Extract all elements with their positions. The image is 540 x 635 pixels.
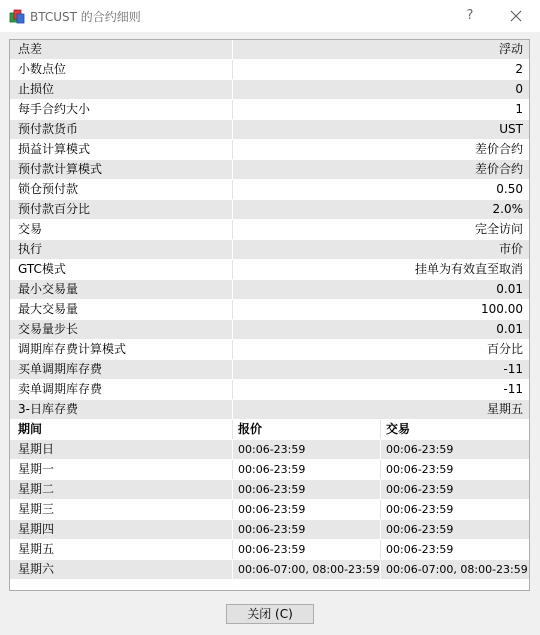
session-header-row: [10, 420, 529, 440]
session-row[interactable]: [10, 540, 529, 560]
session-day: 星期五: [18, 542, 55, 556]
spec-value: 2.0%: [232, 200, 529, 219]
spec-row[interactable]: [10, 80, 529, 100]
title-bar: [0, 0, 540, 32]
spec-value: 0.01: [232, 320, 529, 339]
spec-label: GTC模式: [18, 262, 66, 276]
spec-label: 点差: [18, 42, 43, 56]
spec-label: 执行: [18, 242, 43, 256]
session-quote: 00:06-23:59: [232, 440, 380, 459]
session-row[interactable]: [10, 520, 529, 540]
session-quote: 00:06-23:59: [232, 460, 380, 479]
spec-value: -11: [232, 380, 529, 399]
spec-label: 预付款百分比: [18, 202, 91, 216]
spec-label: 小数点位: [18, 62, 67, 76]
spec-label: 预付款计算模式: [18, 162, 103, 176]
session-quote: 00:06-23:59: [232, 480, 380, 499]
spec-value: 星期五: [232, 400, 529, 419]
session-row[interactable]: [10, 500, 529, 520]
spec-row[interactable]: [10, 60, 529, 80]
spec-row[interactable]: [10, 240, 529, 260]
spec-label: 3-日库存费: [18, 402, 78, 416]
spec-label: 卖单调期库存费: [18, 382, 103, 396]
session-row[interactable]: [10, 460, 529, 480]
spec-label: 每手合约大小: [18, 102, 91, 116]
session-day: 星期六: [18, 562, 55, 576]
spec-label: 最小交易量: [18, 282, 79, 296]
session-quote: 00:06-23:59: [232, 500, 380, 519]
spec-value: 浮动: [232, 40, 529, 59]
header-quote: 报价: [232, 420, 380, 439]
spec-row[interactable]: [10, 400, 529, 420]
spec-value: 百分比: [232, 340, 529, 359]
spec-label: 买单调期库存费: [18, 362, 103, 376]
spec-value: 0.01: [232, 280, 529, 299]
spec-value: 2: [232, 60, 529, 79]
spec-row[interactable]: [10, 320, 529, 340]
spec-value: 差价合约: [232, 160, 529, 179]
spec-value: 完全访问: [232, 220, 529, 239]
spec-value: 1: [232, 100, 529, 119]
spec-label: 锁仓预付款: [18, 182, 79, 196]
close-dialog-button[interactable]: 关闭 (C): [226, 604, 314, 624]
help-button[interactable]: ?: [466, 8, 474, 23]
session-trade: 00:06-23:59: [380, 460, 529, 479]
spec-value: 0: [232, 80, 529, 99]
session-day: 星期一: [18, 462, 55, 476]
spec-row[interactable]: [10, 180, 529, 200]
header-trade: 交易: [380, 420, 529, 439]
spec-label: 止损位: [18, 82, 55, 96]
session-row[interactable]: [10, 440, 529, 460]
spec-row[interactable]: [10, 220, 529, 240]
spec-row[interactable]: [10, 340, 529, 360]
spec-label: 损益计算模式: [18, 142, 91, 156]
contract-spec-table: [9, 39, 530, 591]
spec-row[interactable]: [10, 280, 529, 300]
spec-row[interactable]: [10, 260, 529, 280]
spec-label: 预付款货币: [18, 122, 79, 136]
session-trade: 00:06-23:59: [380, 480, 529, 499]
spec-value: UST: [232, 120, 529, 139]
spec-row[interactable]: [10, 100, 529, 120]
window-close-button[interactable]: [502, 4, 530, 28]
session-quote: 00:06-23:59: [232, 520, 380, 539]
session-quote: 00:06-23:59: [232, 540, 380, 559]
session-day: 星期二: [18, 482, 55, 496]
spec-value: 差价合约: [232, 140, 529, 159]
session-row[interactable]: [10, 480, 529, 500]
spec-row[interactable]: [10, 40, 529, 60]
header-day: 期间: [18, 422, 43, 436]
spec-value: 100.00: [232, 300, 529, 319]
session-day: 星期日: [18, 442, 55, 456]
spec-value: -11: [232, 360, 529, 379]
spec-value: 市价: [232, 240, 529, 259]
session-day: 星期三: [18, 502, 55, 516]
app-icon: [9, 8, 25, 24]
window-title: BTCUST 的合约细则: [30, 10, 141, 24]
spec-row[interactable]: [10, 200, 529, 220]
spec-row[interactable]: [10, 380, 529, 400]
session-trade: 00:06-23:59: [380, 520, 529, 539]
spec-row[interactable]: [10, 360, 529, 380]
spec-value: 挂单为有效直至取消: [232, 260, 529, 279]
spec-label: 交易量步长: [18, 322, 79, 336]
session-trade: 00:06-23:59: [380, 500, 529, 519]
session-row[interactable]: [10, 560, 529, 580]
spec-row[interactable]: [10, 160, 529, 180]
spec-row[interactable]: [10, 120, 529, 140]
session-trade: 00:06-23:59: [380, 540, 529, 559]
spec-value: 0.50: [232, 180, 529, 199]
session-day: 星期四: [18, 522, 55, 536]
spec-label: 最大交易量: [18, 302, 79, 316]
session-quote: 00:06-07:00, 08:00-23:59: [232, 560, 380, 579]
spec-label: 交易: [18, 222, 43, 236]
spec-row[interactable]: [10, 140, 529, 160]
close-icon: [510, 10, 522, 22]
spec-label: 调期库存费计算模式: [18, 342, 127, 356]
session-trade: 00:06-07:00, 08:00-23:59: [380, 560, 529, 579]
session-trade: 00:06-23:59: [380, 440, 529, 459]
spec-row[interactable]: [10, 300, 529, 320]
